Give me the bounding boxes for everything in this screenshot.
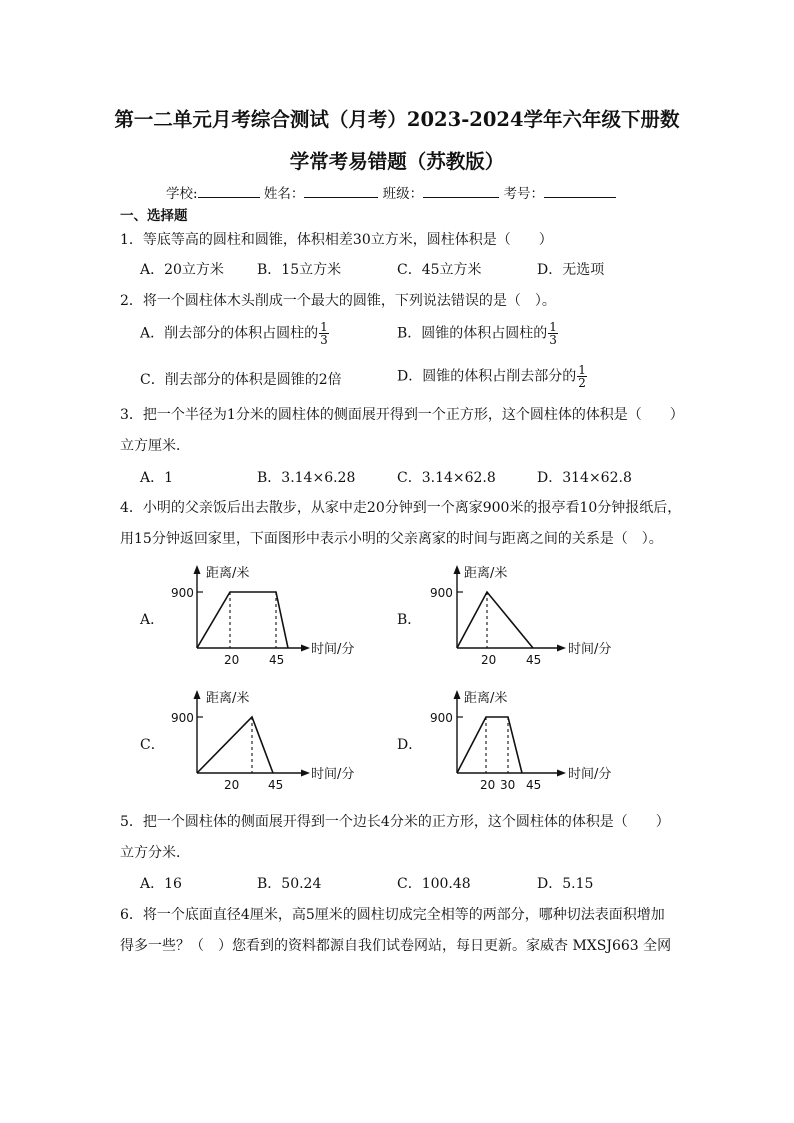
q5-option-c[interactable]: C．100.48 bbox=[397, 876, 471, 892]
page-title-line1: 第一二单元月考综合测试（月考）2023-2024学年六年级下册数 bbox=[114, 108, 680, 131]
q5-option-a[interactable]: A．16 bbox=[140, 876, 182, 892]
q1-text: 1．等底等高的圆柱和圆锥，体积相差30立方米，圆柱体积是（ ） bbox=[120, 232, 553, 248]
q2-option-a[interactable] bbox=[140, 321, 329, 346]
school-blank[interactable] bbox=[198, 183, 260, 198]
q4-line2: 用15分钟返回家里，下面图形中表示小明的父亲离家的时间与距离之间的关系是（ ）。 bbox=[120, 531, 663, 547]
q3-line1: 3．把一个半径为1分米的圆柱体的侧面展开得到一个正方形，这个圆柱体的体积是（ ） bbox=[120, 407, 684, 423]
x-axis-arrow bbox=[301, 770, 310, 777]
q5-line2: 立方分米． bbox=[120, 845, 190, 861]
class-blank[interactable] bbox=[423, 183, 499, 198]
q3-option-b[interactable]: B．3.14×6.28 bbox=[257, 470, 356, 486]
y-axis-arrow bbox=[454, 690, 461, 699]
q2-option-b[interactable] bbox=[397, 321, 558, 346]
x-axis-label: 时间/分 bbox=[568, 642, 612, 657]
y-axis-arrow bbox=[454, 565, 461, 574]
q3-option-d[interactable]: D．314×62.8 bbox=[537, 470, 632, 486]
y-tick-label: 900 bbox=[430, 586, 453, 600]
y-axis-label: 距离/米 bbox=[206, 566, 250, 581]
x-axis-label: 时间/分 bbox=[568, 767, 612, 782]
q4-graph-b bbox=[420, 560, 640, 670]
q5-option-b[interactable]: B．50.24 bbox=[257, 876, 322, 892]
q6-line2: 得多一些？（ ）您看到的资料都源自我们试卷网站，每日更新。家威杏 MXSJ663 全网 bbox=[120, 938, 672, 954]
q2-option-d-text: D．圆锥的体积占削去部分的 bbox=[397, 368, 577, 385]
q4-graph-a-label[interactable]: A． bbox=[140, 612, 165, 628]
x-axis-label: 时间/分 bbox=[311, 642, 355, 657]
q4-graph-d-label[interactable]: D． bbox=[397, 737, 423, 753]
q1-option-c[interactable]: C．45立方米 bbox=[397, 262, 482, 278]
y-tick-label: 900 bbox=[430, 711, 453, 725]
q3-option-a[interactable]: A．1 bbox=[140, 470, 174, 486]
number-blank[interactable] bbox=[544, 183, 616, 198]
x-axis-label: 时间/分 bbox=[311, 767, 355, 782]
x-tick-label: 20 bbox=[481, 653, 497, 667]
school-label: 学校: bbox=[166, 186, 198, 202]
q6-line1: 6．将一个底面直径4厘米，高5厘米的圆柱切成完全相等的两部分，哪种切法表面积增加 bbox=[120, 907, 665, 923]
distance-line bbox=[457, 592, 533, 648]
distance-line bbox=[457, 717, 522, 773]
q3-option-c[interactable]: C．3.14×62.8 bbox=[397, 470, 496, 486]
q2-option-c[interactable]: C．削去部分的体积是圆锥的2倍 bbox=[140, 372, 342, 388]
name-blank[interactable] bbox=[304, 183, 378, 198]
y-axis-arrow bbox=[194, 690, 201, 699]
x-axis-arrow bbox=[557, 645, 566, 652]
q2-option-a-text: A．削去部分的体积占圆柱的 bbox=[140, 325, 319, 342]
q4-graph-a bbox=[160, 560, 380, 670]
q4-graph-d bbox=[420, 685, 640, 795]
q1-option-a[interactable]: A．20立方米 bbox=[140, 262, 224, 278]
q4-graph-c-label[interactable]: C． bbox=[140, 737, 165, 753]
x-tick-label: 30 bbox=[500, 778, 516, 792]
y-axis-arrow bbox=[194, 565, 201, 574]
class-label: 班级： bbox=[382, 186, 424, 202]
q3-line2: 立方厘米． bbox=[120, 438, 190, 454]
q2-option-d[interactable] bbox=[397, 364, 587, 389]
x-tick-label: 45 bbox=[269, 653, 285, 667]
q1-option-b[interactable]: B．15立方米 bbox=[257, 262, 342, 278]
y-tick-label: 900 bbox=[171, 711, 194, 725]
x-tick-label: 20 bbox=[480, 778, 496, 792]
x-tick-label: 45 bbox=[268, 778, 284, 792]
q2-option-b-text: B．圆锥的体积占圆柱的 bbox=[397, 325, 548, 342]
number-label: 考号： bbox=[503, 186, 544, 202]
q4-line1: 4．小明的父亲饭后出去散步，从家中走20分钟到一个离家900米的报亭看10分钟报纸后， bbox=[120, 500, 682, 516]
y-axis-label: 距离/米 bbox=[464, 566, 508, 581]
q5-line1: 5．把一个圆柱体的侧面展开得到一个边长4分米的正方形，这个圆柱体的体积是（ ） bbox=[120, 814, 670, 830]
fraction: $\frac{1}{3}$ bbox=[320, 320, 328, 347]
x-tick-label: 45 bbox=[526, 653, 542, 667]
name-label: 姓名： bbox=[263, 186, 305, 202]
section-title: 一、选择题 bbox=[120, 208, 188, 224]
x-axis-arrow bbox=[557, 770, 566, 777]
x-tick-label: 45 bbox=[526, 778, 542, 792]
y-tick-label: 900 bbox=[171, 586, 194, 600]
distance-line bbox=[197, 592, 288, 648]
x-tick-label: 20 bbox=[224, 653, 240, 667]
fraction: $\frac{1}{2}$ bbox=[578, 363, 586, 390]
q5-option-d[interactable]: D．5.15 bbox=[537, 876, 594, 892]
y-axis-label: 距离/米 bbox=[464, 691, 508, 706]
fraction: $\frac{1}{3}$ bbox=[549, 320, 557, 347]
distance-line bbox=[197, 717, 273, 773]
q4-graph-b-label[interactable]: B． bbox=[397, 612, 422, 628]
x-axis-arrow bbox=[301, 645, 310, 652]
page-title-line2: 学常考易错题（苏教版） bbox=[289, 150, 505, 173]
q1-option-d[interactable]: D．无选项 bbox=[537, 262, 605, 278]
x-tick-label: 20 bbox=[224, 778, 240, 792]
y-axis-label: 距离/米 bbox=[206, 691, 250, 706]
q2-text: 2．将一个圆柱体木头削成一个最大的圆锥，下列说法错误的是（ ）。 bbox=[120, 293, 556, 309]
q4-graph-c bbox=[160, 685, 380, 795]
header-fields bbox=[166, 182, 616, 202]
